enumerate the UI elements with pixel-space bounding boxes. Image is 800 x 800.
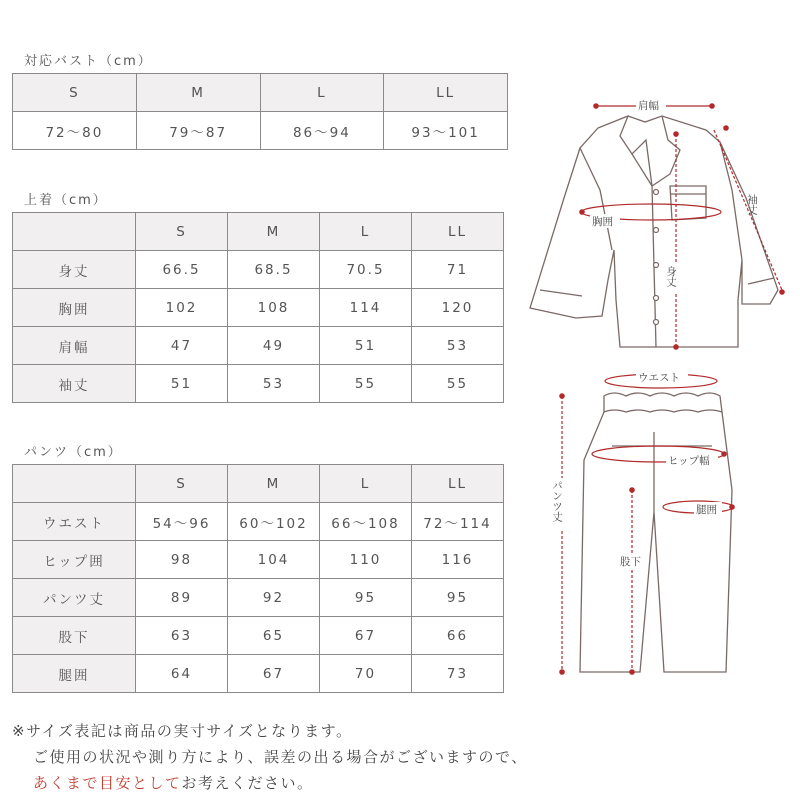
row-header-cell: 腿囲 — [13, 655, 136, 693]
table-header-row — [13, 74, 508, 112]
table-cell: 63 — [136, 617, 228, 655]
table-cell: 66.5 — [136, 251, 228, 289]
header-blank-cell — [13, 213, 136, 251]
pants-size-table — [12, 464, 504, 693]
note-line-2: ご使用の状況や測り方により、誤差の出る場合がございますので、 — [33, 748, 528, 766]
table-cell: 55 — [412, 365, 504, 403]
pants-measure-lines — [560, 374, 734, 674]
header-cell: LL — [412, 465, 504, 503]
table-cell: 110 — [320, 541, 412, 579]
table-row — [13, 112, 508, 150]
table-cell: 72～114 — [412, 503, 504, 541]
table-cell: 89 — [136, 579, 228, 617]
table-cell: 64 — [136, 655, 228, 693]
table-cell: 73 — [412, 655, 504, 693]
header-cell: S — [13, 74, 137, 112]
row-header-cell: 袖丈 — [13, 365, 136, 403]
table-cell: 71 — [412, 251, 504, 289]
table-header-row — [13, 213, 504, 251]
label-pants-length: パンツ丈 — [551, 480, 563, 522]
table-cell: 49 — [228, 327, 320, 365]
garment-measurement-diagram — [520, 90, 795, 690]
bust-size-table — [12, 73, 508, 150]
table-header-row — [13, 465, 504, 503]
header-cell: L — [320, 213, 412, 251]
bust-section-title: 対応バスト（cm） — [24, 54, 153, 69]
table-cell: 60～102 — [228, 503, 320, 541]
table-row — [13, 327, 504, 365]
table-cell: 93～101 — [384, 112, 508, 150]
note-line-3-rest: お考えください。 — [181, 774, 314, 792]
header-blank-cell — [13, 465, 136, 503]
table-cell: 65 — [228, 617, 320, 655]
header-cell: L — [260, 74, 384, 112]
table-cell: 67 — [228, 655, 320, 693]
table-cell: 68.5 — [228, 251, 320, 289]
table-cell: 53 — [228, 365, 320, 403]
row-header-cell: 股下 — [13, 617, 136, 655]
note-emphasis: あくまで目安として — [33, 774, 182, 792]
table-cell: 66～108 — [320, 503, 412, 541]
label-sleeve: 袖丈 — [746, 194, 758, 215]
table-cell: 102 — [136, 289, 228, 327]
table-row — [13, 579, 504, 617]
table-cell: 47 — [136, 327, 228, 365]
table-cell: 51 — [320, 327, 412, 365]
row-header-cell: ウエスト — [13, 503, 136, 541]
table-cell: 95 — [412, 579, 504, 617]
label-waist: ウエスト — [638, 372, 680, 384]
note-line-1: ※サイズ表記は商品の実寸サイズとなります。 — [12, 722, 353, 740]
row-header-cell: 胸囲 — [13, 289, 136, 327]
top-size-table — [12, 212, 504, 403]
pants-illustration — [580, 393, 732, 672]
table-cell: 55 — [320, 365, 412, 403]
table-row — [13, 541, 504, 579]
label-length: 身丈 — [665, 266, 677, 287]
pants-section-title: パンツ（cm） — [24, 445, 123, 460]
table-cell: 92 — [228, 579, 320, 617]
header-cell: LL — [412, 213, 504, 251]
header-cell: S — [136, 465, 228, 503]
table-cell: 108 — [228, 289, 320, 327]
table-cell: 104 — [228, 541, 320, 579]
table-row — [13, 655, 504, 693]
table-cell: 53 — [412, 327, 504, 365]
table-cell: 120 — [412, 289, 504, 327]
row-header-cell: パンツ丈 — [13, 579, 136, 617]
table-cell: 98 — [136, 541, 228, 579]
table-cell: 70 — [320, 655, 412, 693]
table-row — [13, 251, 504, 289]
table-cell: 114 — [320, 289, 412, 327]
row-header-cell: ヒップ囲 — [13, 541, 136, 579]
header-cell: M — [228, 465, 320, 503]
table-row — [13, 617, 504, 655]
table-cell: 66 — [412, 617, 504, 655]
table-row — [13, 365, 504, 403]
header-cell: S — [136, 213, 228, 251]
top-section-title: 上着（cm） — [24, 193, 108, 208]
header-cell: L — [320, 465, 412, 503]
table-cell: 79～87 — [136, 112, 260, 150]
table-row — [13, 503, 504, 541]
table-cell: 67 — [320, 617, 412, 655]
row-header-cell: 肩幅 — [13, 327, 136, 365]
table-row — [13, 289, 504, 327]
note-line-3 — [33, 772, 314, 793]
table-cell: 54～96 — [136, 503, 228, 541]
table-cell: 116 — [412, 541, 504, 579]
label-inseam: 股下 — [620, 556, 641, 568]
table-cell: 70.5 — [320, 251, 412, 289]
label-chest: 胸囲 — [592, 216, 613, 228]
row-header-cell: 身丈 — [13, 251, 136, 289]
header-cell: M — [228, 213, 320, 251]
label-shoulder: 肩幅 — [638, 100, 659, 112]
header-cell: M — [136, 74, 260, 112]
table-cell: 86～94 — [260, 112, 384, 150]
label-hip: ヒップ幅 — [668, 455, 710, 467]
table-cell: 51 — [136, 365, 228, 403]
label-thigh: 腿囲 — [696, 504, 717, 516]
header-cell: LL — [384, 74, 508, 112]
table-cell: 72～80 — [13, 112, 137, 150]
table-cell: 95 — [320, 579, 412, 617]
